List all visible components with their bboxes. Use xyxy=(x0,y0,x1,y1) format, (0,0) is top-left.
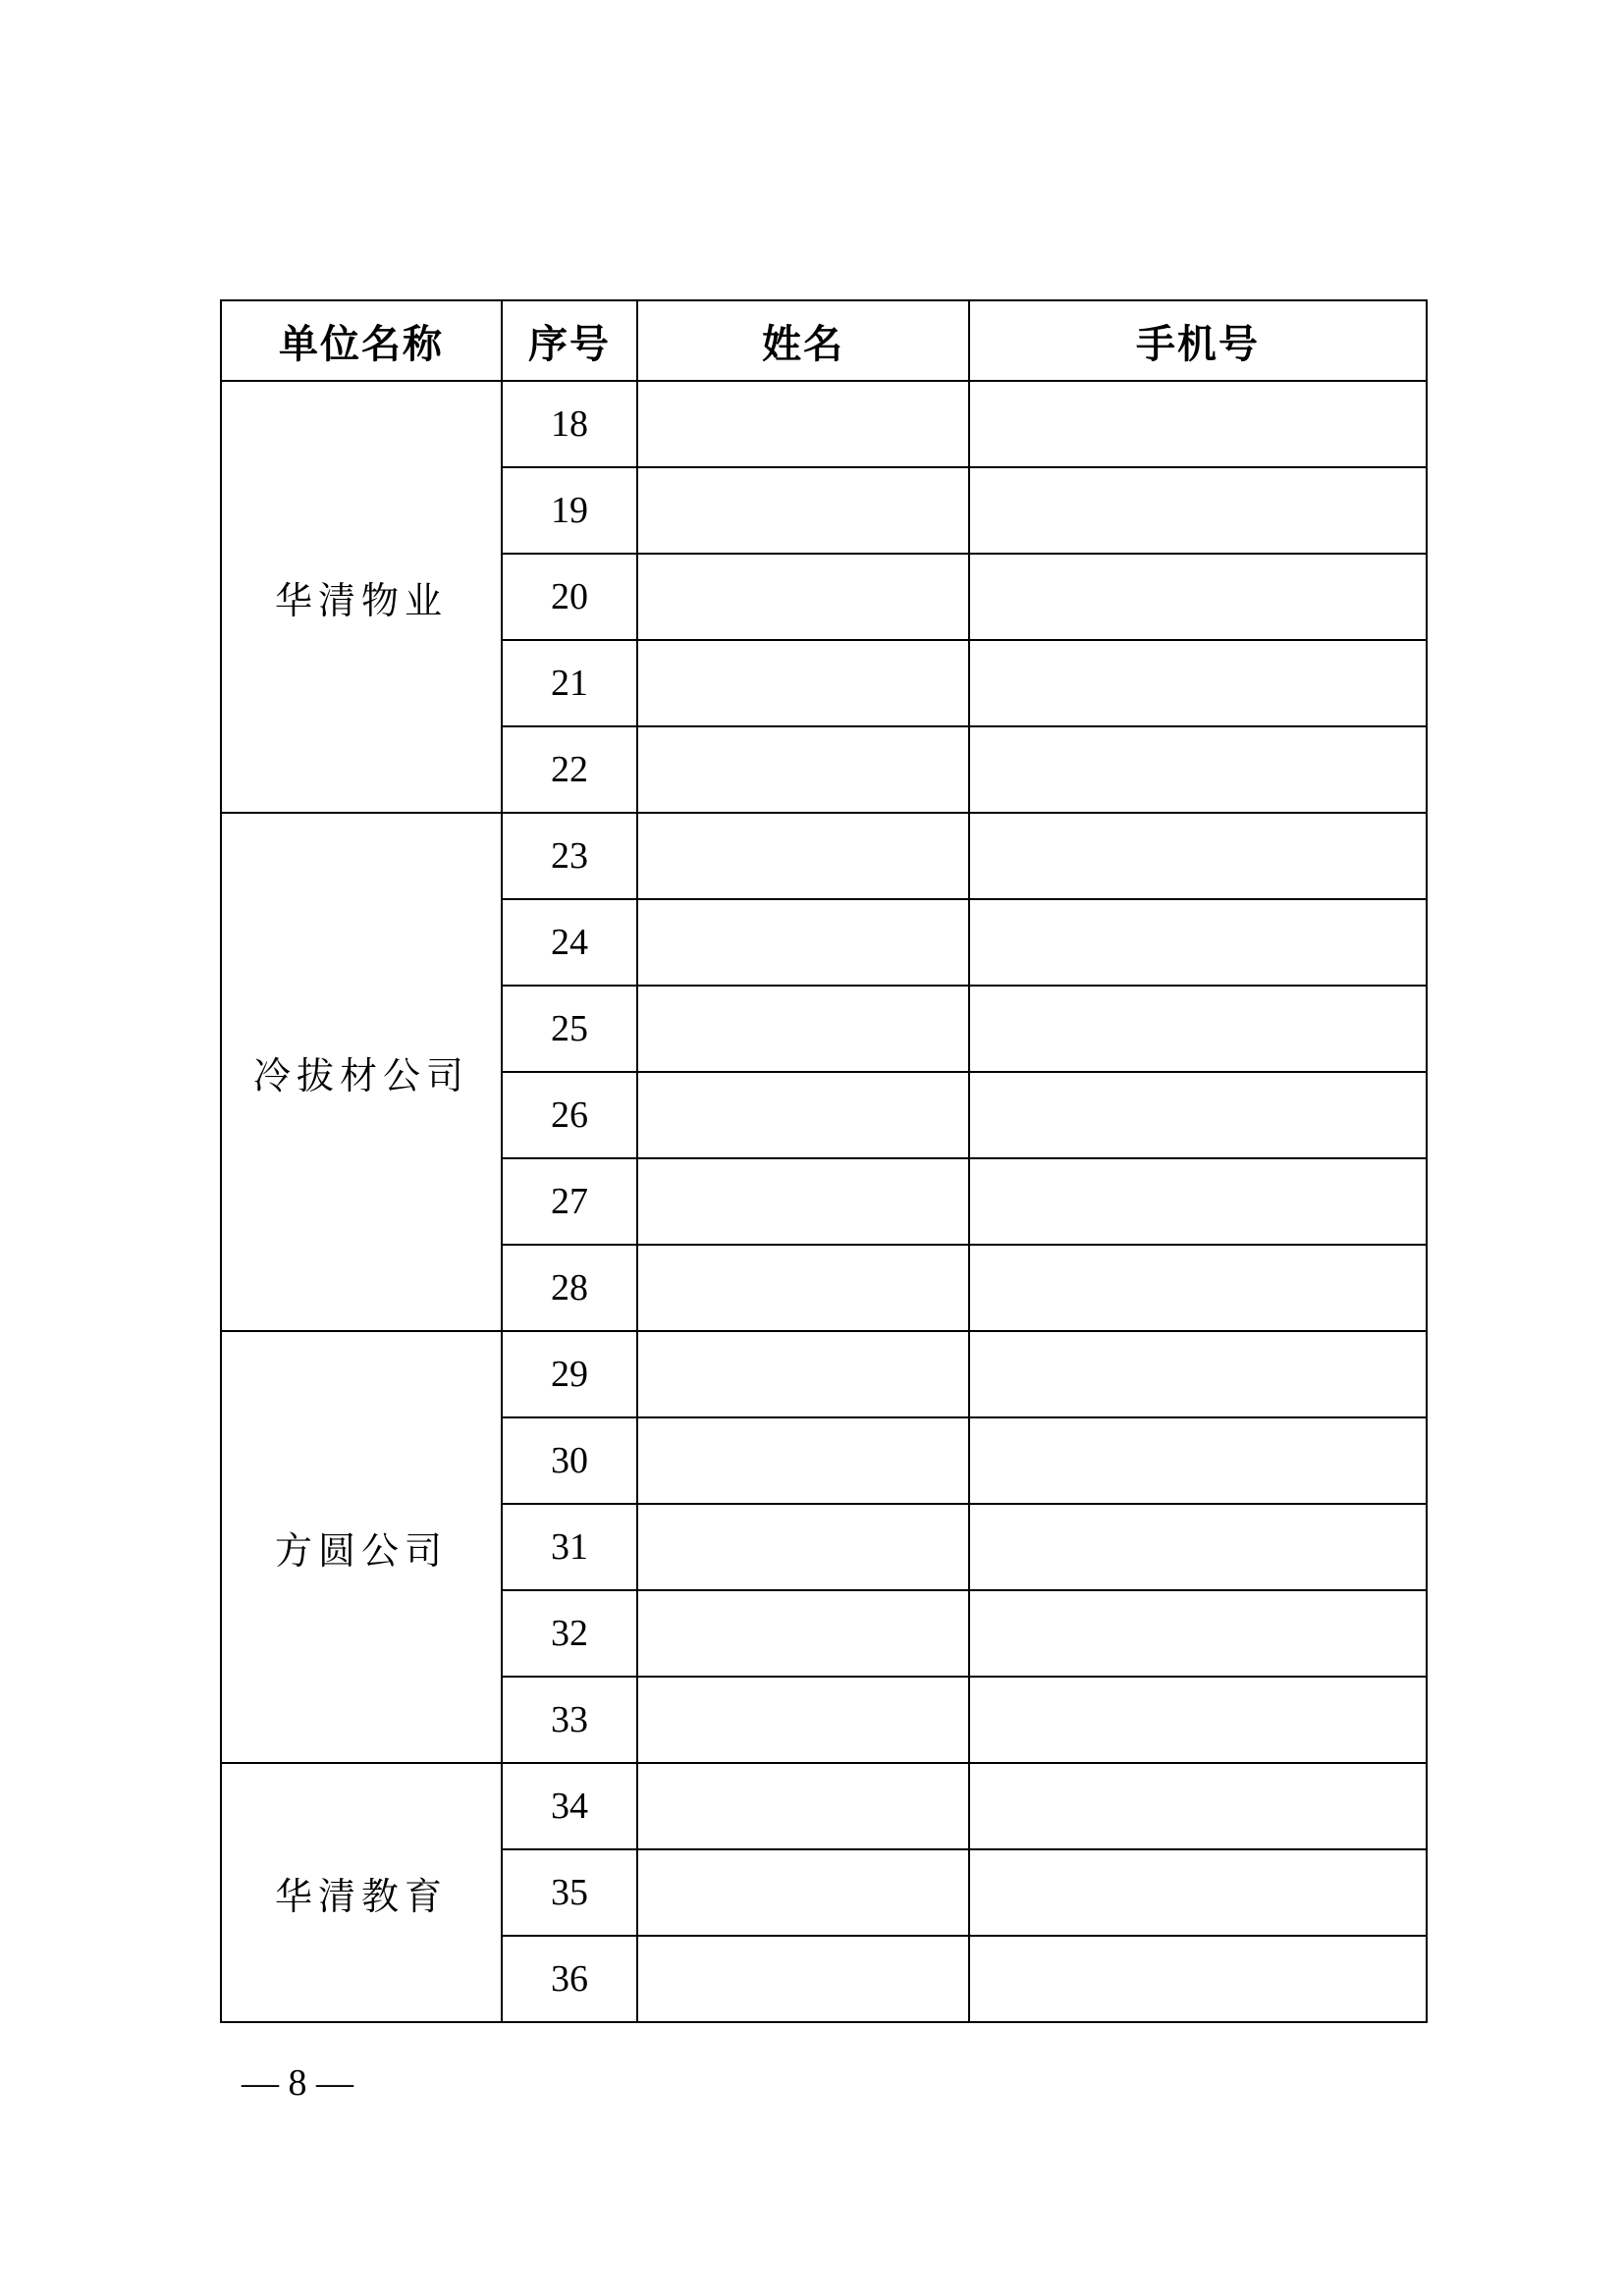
seq-cell: 26 xyxy=(502,1072,637,1158)
seq-cell: 28 xyxy=(502,1245,637,1331)
seq-cell: 32 xyxy=(502,1590,637,1677)
phone-cell[interactable] xyxy=(969,1849,1427,1936)
seq-cell: 22 xyxy=(502,726,637,813)
seq-cell: 33 xyxy=(502,1677,637,1763)
phone-cell[interactable] xyxy=(969,554,1427,640)
seq-cell: 29 xyxy=(502,1331,637,1417)
name-cell[interactable] xyxy=(637,467,969,554)
unit-name-cell: 华清物业 xyxy=(221,381,502,813)
phone-cell[interactable] xyxy=(969,1331,1427,1417)
seq-cell: 36 xyxy=(502,1936,637,2022)
table-row xyxy=(221,1331,1427,1417)
unit-name-cell: 冷拔材公司 xyxy=(221,813,502,1331)
name-cell[interactable] xyxy=(637,1331,969,1417)
phone-cell[interactable] xyxy=(969,986,1427,1072)
header-row xyxy=(221,300,1427,381)
phone-cell[interactable] xyxy=(969,1072,1427,1158)
seq-cell: 25 xyxy=(502,986,637,1072)
seq-cell: 31 xyxy=(502,1504,637,1590)
header-name: 姓名 xyxy=(637,300,969,381)
name-cell[interactable] xyxy=(637,1072,969,1158)
seq-cell: 20 xyxy=(502,554,637,640)
name-cell[interactable] xyxy=(637,1849,969,1936)
header-unit: 单位名称 xyxy=(221,300,502,381)
seq-cell: 23 xyxy=(502,813,637,899)
phone-cell[interactable] xyxy=(969,1763,1427,1849)
name-cell[interactable] xyxy=(637,986,969,1072)
seq-cell: 24 xyxy=(502,899,637,986)
name-cell[interactable] xyxy=(637,1590,969,1677)
page-number: — 8 — xyxy=(242,2062,353,2104)
header-seq: 序号 xyxy=(502,300,637,381)
unit-name-cell: 华清教育 xyxy=(221,1763,502,2022)
seq-cell: 30 xyxy=(502,1417,637,1504)
name-cell[interactable] xyxy=(637,554,969,640)
phone-cell[interactable] xyxy=(969,640,1427,726)
registration-table xyxy=(220,299,1428,2023)
phone-cell[interactable] xyxy=(969,1504,1427,1590)
table-row xyxy=(221,1763,1427,1849)
name-cell[interactable] xyxy=(637,1677,969,1763)
phone-cell[interactable] xyxy=(969,1417,1427,1504)
table-row xyxy=(221,813,1427,899)
phone-cell[interactable] xyxy=(969,1677,1427,1763)
phone-cell[interactable] xyxy=(969,1245,1427,1331)
name-cell[interactable] xyxy=(637,1417,969,1504)
phone-cell[interactable] xyxy=(969,1936,1427,2022)
name-cell[interactable] xyxy=(637,813,969,899)
phone-cell[interactable] xyxy=(969,813,1427,899)
seq-cell: 18 xyxy=(502,381,637,467)
table-row xyxy=(221,381,1427,467)
phone-cell[interactable] xyxy=(969,726,1427,813)
unit-name-cell: 方圆公司 xyxy=(221,1331,502,1763)
name-cell[interactable] xyxy=(637,381,969,467)
name-cell[interactable] xyxy=(637,1504,969,1590)
seq-cell: 35 xyxy=(502,1849,637,1936)
phone-cell[interactable] xyxy=(969,1158,1427,1245)
seq-cell: 21 xyxy=(502,640,637,726)
table-body xyxy=(221,381,1427,2022)
phone-cell[interactable] xyxy=(969,381,1427,467)
phone-cell[interactable] xyxy=(969,899,1427,986)
seq-cell: 27 xyxy=(502,1158,637,1245)
seq-cell: 19 xyxy=(502,467,637,554)
seq-cell: 34 xyxy=(502,1763,637,1849)
header-phone: 手机号 xyxy=(969,300,1427,381)
name-cell[interactable] xyxy=(637,899,969,986)
name-cell[interactable] xyxy=(637,1245,969,1331)
name-cell[interactable] xyxy=(637,1158,969,1245)
name-cell[interactable] xyxy=(637,726,969,813)
name-cell[interactable] xyxy=(637,1936,969,2022)
name-cell[interactable] xyxy=(637,640,969,726)
phone-cell[interactable] xyxy=(969,467,1427,554)
name-cell[interactable] xyxy=(637,1763,969,1849)
phone-cell[interactable] xyxy=(969,1590,1427,1677)
